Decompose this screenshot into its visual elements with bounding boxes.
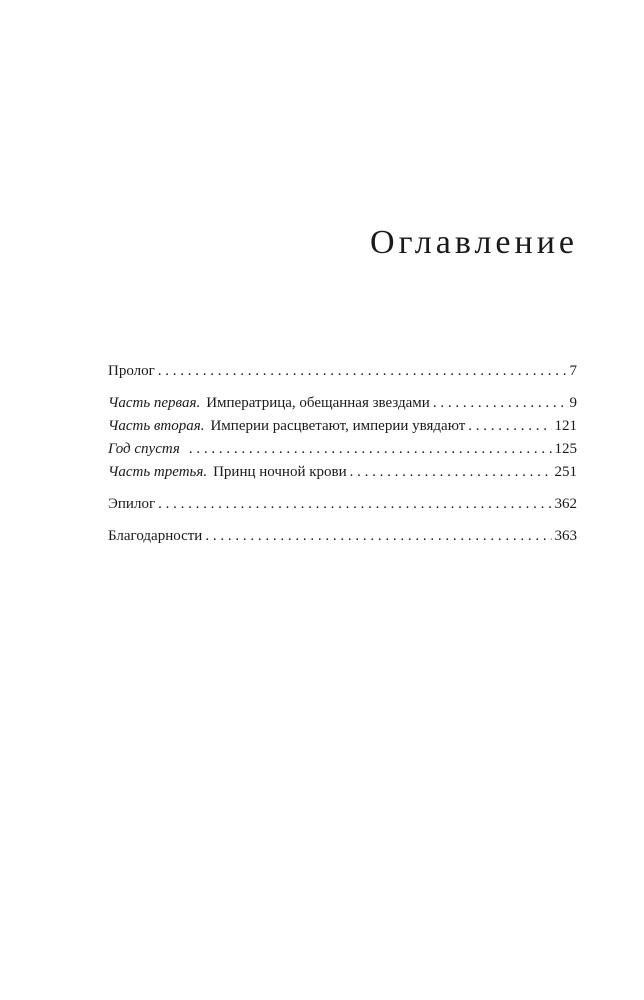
- toc-entry-page: 7: [569, 363, 577, 379]
- toc-entry-part-three: [108, 461, 577, 484]
- dot-leader: [205, 525, 551, 548]
- dot-leader: [433, 392, 567, 415]
- toc-entry-title: Империи расцветают, империи увядают: [210, 418, 466, 434]
- toc-entry-prologue: [108, 360, 577, 383]
- toc-entry-title: Благодарности: [108, 528, 203, 544]
- toc-entry-page: 121: [554, 418, 577, 434]
- dot-leader: [350, 461, 552, 484]
- dot-leader: [468, 415, 551, 438]
- toc-entry-page: 251: [554, 464, 577, 480]
- toc-entry-part: Год спустя: [108, 441, 180, 457]
- toc-entry-title: Пролог: [108, 363, 155, 379]
- toc-entry-title: Эпилог: [108, 496, 156, 512]
- toc-entry-acknowledgements: [108, 525, 577, 548]
- toc-entry-page: 9: [569, 395, 577, 411]
- toc-entry-part: Часть первая.: [108, 395, 201, 411]
- toc-entry-part-one: [108, 392, 577, 415]
- toc-entry-page: 363: [554, 528, 577, 544]
- toc-entry-epilogue: [108, 493, 577, 516]
- toc-entry-year-later: [108, 438, 577, 461]
- dot-leader: [158, 360, 567, 383]
- toc-entry-title: Принц ночной крови: [213, 464, 347, 480]
- toc-entry-part: Часть вторая.: [108, 418, 205, 434]
- dot-leader: [158, 493, 551, 516]
- toc-entry-part-two: [108, 415, 577, 438]
- toc-entry-page: 362: [554, 496, 577, 512]
- toc-entry-page: 125: [554, 441, 577, 457]
- toc-entry-title: Императрица, обещанная звездами: [206, 395, 430, 411]
- dot-leader: [189, 438, 552, 461]
- toc-entry-part: Часть третья.: [108, 464, 208, 480]
- toc-heading: Оглавление: [370, 224, 578, 261]
- table-of-contents: [108, 360, 577, 548]
